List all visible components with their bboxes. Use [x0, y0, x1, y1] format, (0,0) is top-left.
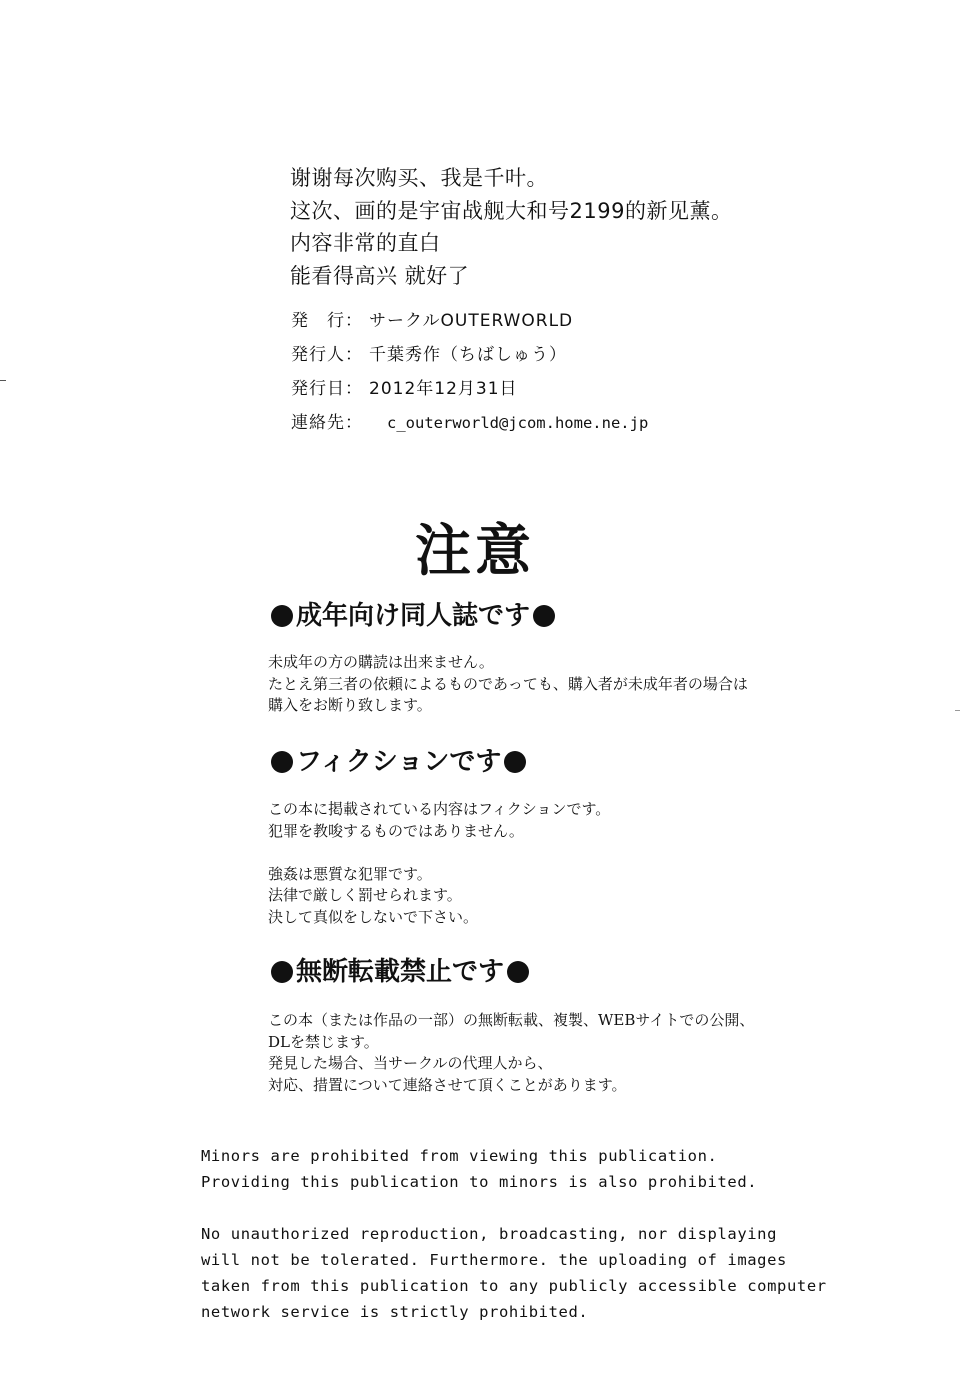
section-line: 犯罪を教唆するものではありません。 [268, 821, 524, 840]
notice-title: 注意 [415, 518, 535, 584]
section-line: 未成年の方の購読は出来ません。 [268, 653, 494, 671]
colophon-value: 千葉秀作（ちばしゅう） [369, 345, 567, 365]
black-circle-icon [271, 751, 293, 773]
colophon-value: サークルOUTERWORLD [369, 311, 574, 331]
black-circle-icon [271, 961, 293, 983]
intro-line: 谢谢每次购买、我是千叶。 [290, 166, 548, 190]
colophon-row-issuer [291, 338, 911, 372]
section-line: DLを禁じます。 [268, 1032, 379, 1051]
section-heading-text: 無断転載禁止です [296, 957, 505, 987]
colophon-label: 連絡先： [291, 413, 363, 433]
colophon [291, 304, 911, 440]
english-line: taken from this publication to any publicly accessible computer [201, 1277, 827, 1295]
colophon-label: 発行日： [291, 379, 363, 399]
intro-line: 内容非常的直白 [290, 231, 441, 255]
section-body-adult [268, 652, 748, 717]
colophon-row-contact [291, 406, 911, 440]
section-line: 法律で厳しく罰せられます。 [268, 886, 462, 904]
english-line: No unauthorized reproduction, broadcasting, nor displaying [201, 1225, 778, 1243]
section-line: この本（または作品の一部）の無断転載、複製、WEBサイトでの公開、 [268, 1011, 755, 1029]
section-body-fiction [268, 799, 610, 928]
colophon-row-publisher [291, 304, 911, 338]
black-circle-icon [507, 961, 529, 983]
colophon-value: 2012年12月31日 [369, 379, 518, 399]
translator-intro [290, 162, 890, 292]
section-line: 発見した場合、当サークルの代理人から、 [268, 1054, 553, 1072]
section-line: たとえ第三者の依頼によるものであっても、購入者が未成年者の場合は [268, 674, 748, 693]
english-line: Minors are prohibited from viewing this publication. [201, 1147, 718, 1165]
section-heading-fiction [268, 744, 529, 780]
english-line: network service is strictly prohibited. [201, 1303, 589, 1321]
scan-edge-mark [955, 710, 960, 711]
section-line: この本に掲載されている内容はフィクションです。 [268, 800, 611, 818]
english-notice-minors [201, 1143, 757, 1195]
english-notice-reproduction [201, 1221, 827, 1325]
black-circle-icon [504, 751, 526, 773]
intro-line: 这次、画的是宇宙战舰大和号2199的新见薰。 [290, 198, 733, 223]
colophon-label: 発 行： [291, 311, 363, 331]
section-heading-adult [268, 598, 558, 634]
english-line: Providing this publication to minors is also prohibited. [201, 1173, 758, 1191]
section-line: 対応、措置について連絡させて頂くことがあります。 [268, 1075, 627, 1094]
scan-edge-mark [0, 380, 6, 381]
section-heading-text: 成年向け同人誌です [296, 601, 531, 631]
intro-line: 能看得高兴 就好了 [290, 263, 470, 288]
colophon-row-date [291, 372, 911, 406]
section-line: 決して真似をしないで下さい。 [268, 907, 479, 926]
section-body-no-reprint [268, 1010, 754, 1096]
black-circle-icon [271, 605, 293, 627]
section-line: 強姦は悪質な犯罪です。 [268, 864, 432, 883]
section-line: 購入をお断り致します。 [268, 696, 432, 714]
section-heading-no-reprint [268, 954, 532, 990]
colophon-label: 発行人： [291, 345, 363, 365]
section-spacer [268, 842, 610, 864]
english-line: will not be tolerated. Furthermore. the uploading of images [201, 1251, 787, 1269]
contact-email: c_outerworld@jcom.home.ne.jp [387, 414, 649, 432]
section-heading-text: フィクションです [296, 747, 502, 777]
black-circle-icon [533, 605, 555, 627]
